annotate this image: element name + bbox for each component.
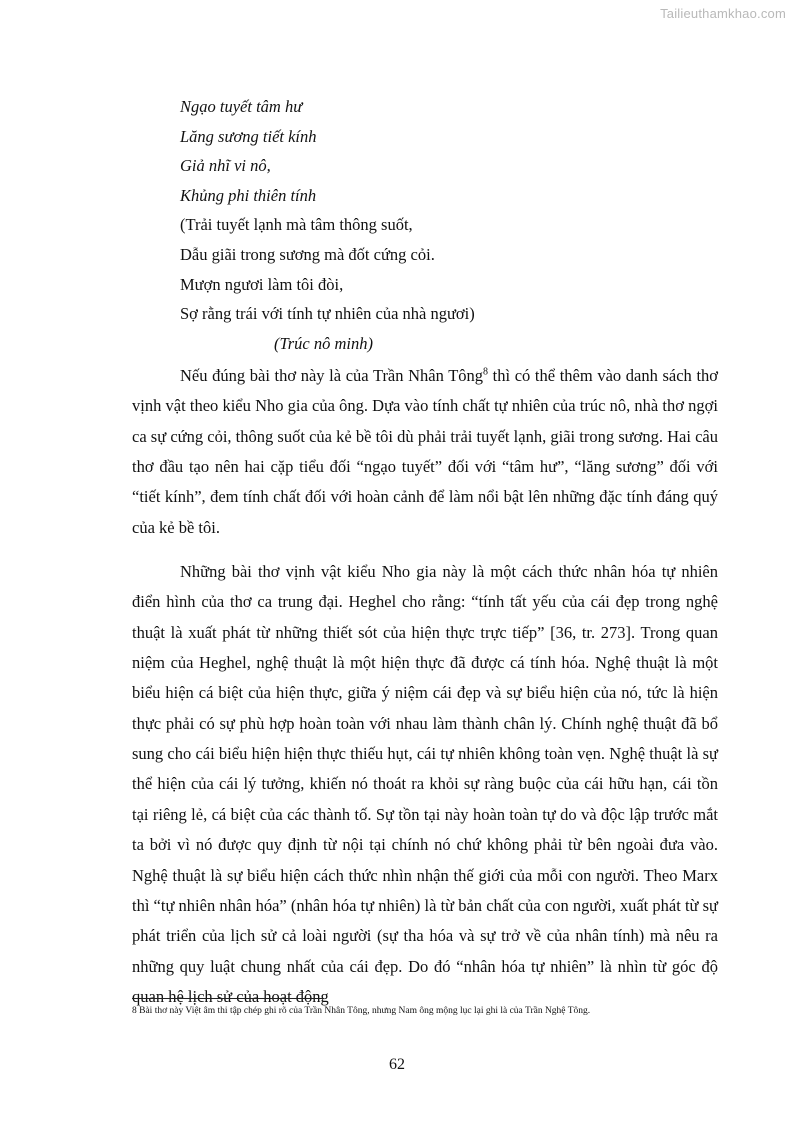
watermark: Tailieuthamkhao.com (660, 6, 786, 21)
paragraph-text: thì có thể thêm vào danh sách thơ vịnh vật theo kiểu Nho gia của ông. Dựa vào tính chất tự nhiên của trúc nô, nhà thơ ngợi ca sự cứng cỏi, thông suốt của kẻ bề tôi dù phải trải tuyết lạnh, giãi trong sương. Hai câu thơ đầu tạo nên hai cặp tiểu đối “ngạo tuyết” đối với “tâm hư”, “lăng sương” đối với “tiết kính”, đem tính chất đối với hoàn cảnh để làm nổi bật lên những đặc tính đáng quý của kẻ bề tôi. (132, 366, 718, 537)
poem-translation-line: Sợ rằng trái với tính tự nhiên của nhà ngươi) (180, 304, 475, 324)
page-number: 62 (389, 1056, 405, 1073)
poem-citation: (Trúc nô minh) (274, 333, 373, 353)
body-text (132, 361, 718, 1026)
poem-line: Ngạo tuyết tâm hư (180, 97, 303, 116)
poem-block (180, 92, 740, 358)
poem-line: Khủng phi thiên tính (180, 185, 317, 205)
paragraph: Những bài thơ vịnh vật kiểu Nho gia này là một cách thức nhân hóa tự nhiên điển hình của thơ ca trung đại. Heghel cho rằng: “tính tất yếu của cái đẹp trong nghệ thuật là xuất phát từ những thiết sót của hiện thực trực tiếp” [36, tr. 273]. Trong quan niệm của Heghel, nghệ thuật là một hiện thực đã được cá tính hóa. Nghệ thuật là một biểu hiện cá biệt của hiện thực, giữa ý niệm cái đẹp và sự biểu hiện của nó, tức là hiện thực phải có sự phù hợp hoàn toàn với nhau làm thành chân lý. Chính nghệ thuật đã bổ sung cho cái biểu hiện hiện thực thiếu hụt, cái tự nhiên không toàn vẹn. Nghệ thuật là sự thể hiện của cái lý tưởng, khiến nó thoát ra khỏi sự ràng buộc của cái hữu hạn, cái tồn tại riêng lẻ, cá biệt của các thành tố. Sự tồn tại này hoàn toàn tự do và độc lập trước mắt ta bởi vì nó được quy định từ nội tại chính nó chứ không phải từ bên ngoài đưa vào. Nghệ thuật là sự biểu hiện cách thức nhìn nhận thế giới của mỗi con người. Theo Marx thì “tự nhiên nhân hóa” (nhân hóa tự nhiên) là từ bản chất của con người, xuất phát từ sự phát triển của lịch sử cả loài người (sự tha hóa và sự trở về của nhân tính) mà nêu ra những quy luật chung nhất của cái đẹp. Do đó “nhân hóa tự nhiên” là nhìn từ góc độ quan hệ lịch sử của hoạt động (132, 562, 718, 1006)
paragraph (132, 361, 718, 543)
poem-translation-line: (Trải tuyết lạnh mà tâm thông suốt, (180, 215, 413, 235)
footnote-reference[interactable]: 8 (483, 366, 489, 378)
poem-line: Lăng sương tiết kính (180, 126, 317, 146)
poem-line: Giả nhĩ vi nô, (180, 156, 271, 176)
poem-translation-line: Dẫu giãi trong sương mà đốt cứng cỏi. (180, 244, 435, 264)
footnote-divider (132, 998, 324, 999)
poem-translation-line: Mượn ngươi làm tôi đòi, (180, 274, 344, 294)
footnote: 8 Bài thơ này Việt âm thi tập chép ghi rõ của Trần Nhân Tông, nhưng Nam ông mộng lục lại ghi là của Trần Nghệ Tông. (132, 1006, 591, 1016)
paragraph-text: Nếu đúng bài thơ này là của Trần Nhân Tông (180, 366, 484, 385)
